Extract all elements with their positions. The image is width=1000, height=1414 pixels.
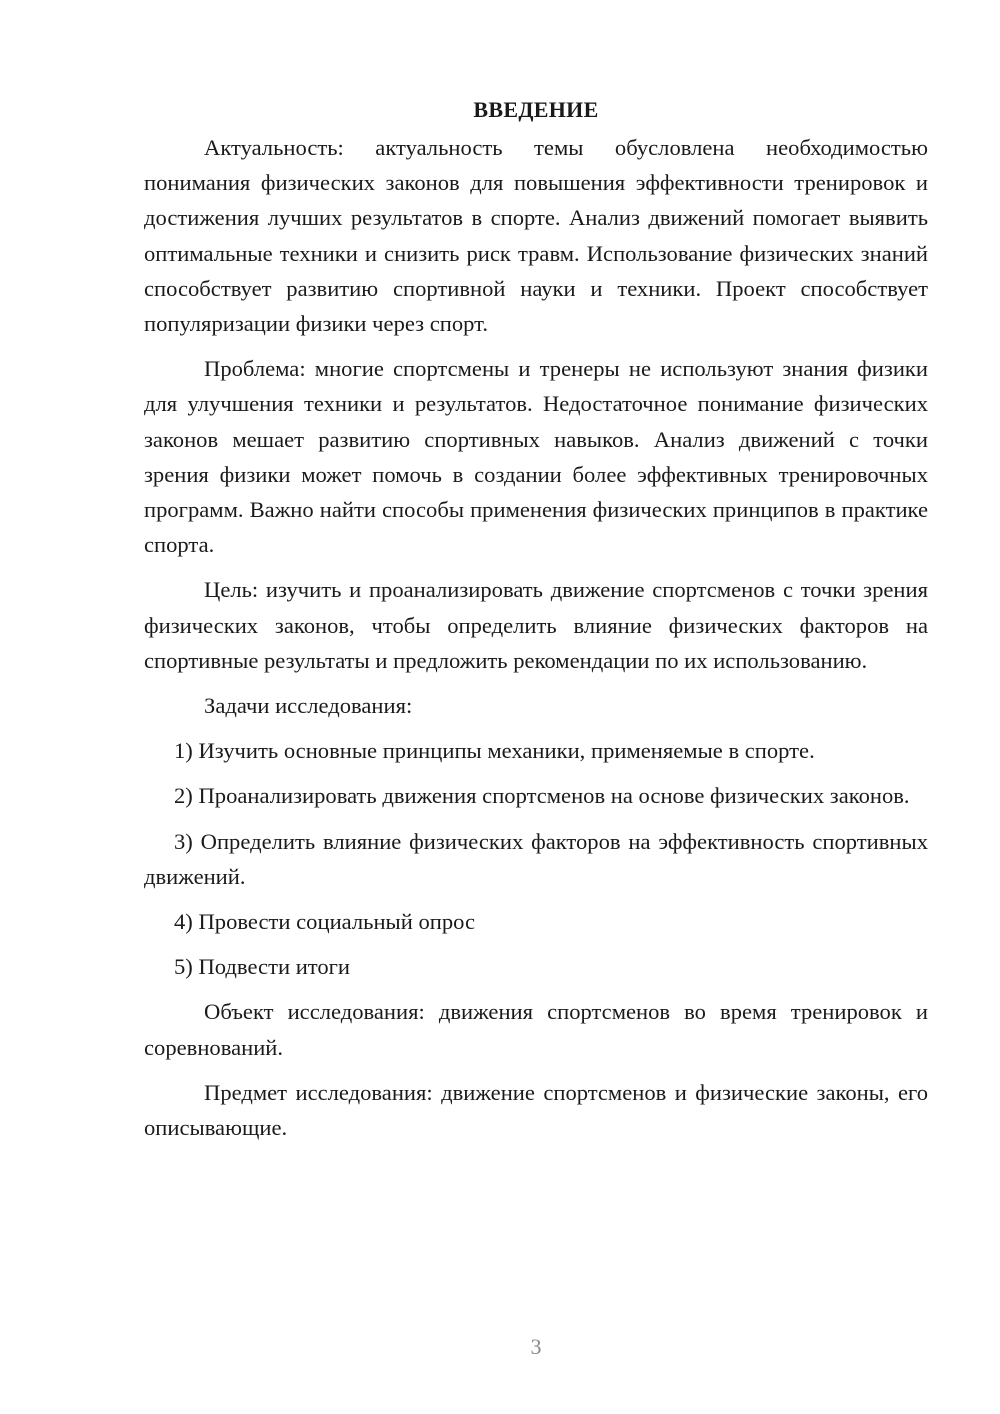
task-item-1: 1) Изучить основные принципы механики, применяемые в спорте. bbox=[174, 738, 815, 764]
paragraph-relevance: Актуальность: актуальность темы обусловлена необходимостью понимания физических законов для повышения эффективности тренировок и достижения лучших результатов в спорте. Анализ движений помогает выявить оптимальные техники и снизить риск травм. Использование физических знаний способствует развитию спортивной науки и техники. Проект способствует популяризации физики через спорт. bbox=[144, 135, 928, 337]
section-heading: ВВЕДЕНИЕ bbox=[473, 97, 599, 122]
task-item-4: 4) Провести социальный опрос bbox=[174, 909, 476, 935]
paragraph-problem: Проблема: многие спортсмены и тренеры не используют знания физики для улучшения техники и результатов. Недостаточное понимание физических законов мешает развитию спортивных навыков. Анализ движений с точки зрения физики может помочь в создании более эффективных тренировочных программ. Важно найти способы применения физических принципов в практике спорта. bbox=[144, 356, 928, 558]
paragraph-object: Объект исследования: движения спортсменов во время тренировок и соревнований. bbox=[144, 999, 928, 1060]
task-item-3: 3) Определить влияние физических факторов на эффективность спортивных движений. bbox=[144, 828, 928, 889]
paragraph-goal: Цель: изучить и проанализировать движение спортсменов с точки зрения физических законов, чтобы определить влияние физических факторов на спортивные результаты и предложить рекомендации по их использованию. bbox=[144, 577, 928, 673]
page-content bbox=[144, 92, 928, 1145]
tasks-heading: Задачи исследования: bbox=[204, 693, 413, 719]
task-item-5: 5) Подвести итоги bbox=[174, 954, 351, 980]
task-item-2: 2) Проанализировать движения спортсменов на основе физических законов. bbox=[174, 783, 910, 809]
paragraph-subject: Предмет исследования: движение спортсменов и физические законы, его описывающие. bbox=[144, 1079, 928, 1141]
page-number: 3 bbox=[530, 1334, 542, 1359]
